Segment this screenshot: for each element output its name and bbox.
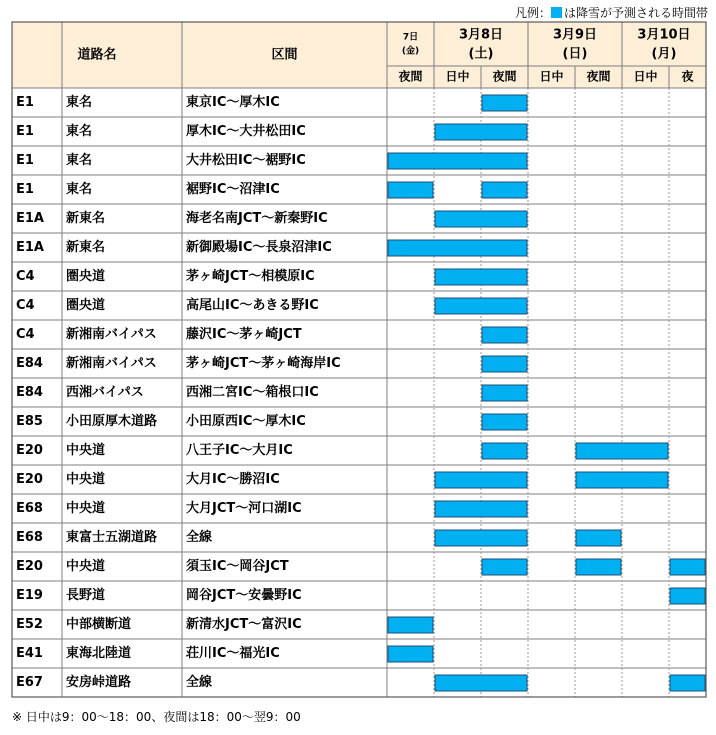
row-road: 安房峠道路 bbox=[66, 675, 132, 690]
row-code: E52 bbox=[16, 617, 43, 632]
row-code: E19 bbox=[16, 588, 43, 603]
slot-header-label: 夜間 bbox=[586, 69, 611, 84]
snow-bar bbox=[482, 182, 527, 198]
row-code: E85 bbox=[16, 414, 43, 429]
row-section: 全線 bbox=[186, 675, 213, 690]
row-section: 全線 bbox=[186, 530, 213, 545]
row-code: E20 bbox=[16, 443, 43, 458]
slot-header-label: 夜 bbox=[681, 69, 694, 84]
slot-header-label: 日中 bbox=[539, 69, 564, 84]
row-section: 海老名南JCT～新秦野IC bbox=[186, 211, 328, 226]
snow-bar bbox=[576, 472, 668, 488]
row-section: 厚木IC～大井松田IC bbox=[186, 124, 306, 139]
row-road: 長野道 bbox=[66, 588, 106, 603]
slot-header-label: 日中 bbox=[633, 69, 658, 84]
row-road: 中部横断道 bbox=[66, 617, 132, 632]
row-code: E20 bbox=[16, 472, 43, 487]
row-section: 藤沢IC～茅ヶ崎JCT bbox=[186, 327, 302, 342]
row-road: 東富士五湖道路 bbox=[66, 530, 158, 545]
snow-bar bbox=[435, 298, 527, 314]
row-code: E41 bbox=[16, 646, 43, 661]
snow-bar bbox=[482, 95, 527, 111]
row-code: E84 bbox=[16, 356, 43, 371]
snow-bar bbox=[670, 559, 705, 575]
row-section: 西湘二宮IC～箱根口IC bbox=[186, 385, 319, 400]
row-road: 新湘南バイパス bbox=[66, 356, 157, 371]
row-section: 新御殿場IC～長泉沼津IC bbox=[186, 240, 332, 255]
row-code: E84 bbox=[16, 385, 43, 400]
snow-bar bbox=[576, 443, 668, 459]
row-code: C4 bbox=[16, 298, 35, 313]
row-code: E67 bbox=[16, 675, 43, 690]
row-section: 小田原西IC～厚木IC bbox=[186, 414, 306, 429]
row-road: 中央道 bbox=[66, 472, 106, 487]
row-code: E68 bbox=[16, 501, 43, 516]
header-road-name: 道路名 bbox=[77, 47, 117, 63]
snow-bar bbox=[482, 356, 527, 372]
row-code: E1 bbox=[16, 182, 34, 197]
day-header-date: 3月8日 bbox=[458, 27, 504, 43]
row-road: 東名 bbox=[66, 124, 93, 139]
row-road: 小田原厚木道路 bbox=[66, 414, 158, 429]
legend-prefix: 凡例： bbox=[514, 5, 551, 20]
day-header-date: 7日 bbox=[402, 32, 419, 43]
snow-bar bbox=[670, 588, 705, 604]
snow-bar bbox=[482, 414, 527, 430]
snow-bar bbox=[435, 269, 527, 285]
day-header-date: 3月10日 bbox=[637, 27, 691, 43]
day-header-date: 3月9日 bbox=[552, 27, 598, 43]
snow-bar bbox=[576, 559, 621, 575]
day-header-weekday: (土) bbox=[468, 46, 494, 62]
row-road: 新東名 bbox=[66, 240, 106, 255]
row-section: 裾野IC～沼津IC bbox=[186, 182, 280, 197]
row-section: 八王子IC～大月IC bbox=[186, 443, 293, 458]
snow-bar bbox=[388, 617, 433, 633]
row-section: 茅ヶ崎JCT～相模原IC bbox=[186, 269, 315, 284]
row-code: E1 bbox=[16, 153, 34, 168]
row-road: 東海北陸道 bbox=[66, 646, 132, 661]
row-code: E1A bbox=[16, 211, 44, 226]
snow-bar bbox=[670, 675, 705, 691]
snow-bar bbox=[435, 211, 527, 227]
day-header-weekday: (日) bbox=[562, 46, 588, 62]
row-section: 茅ヶ崎JCT～茅ヶ崎海岸IC bbox=[186, 356, 341, 371]
snow-bar bbox=[388, 240, 527, 256]
row-road: 中央道 bbox=[66, 501, 106, 516]
day-header-weekday: (金) bbox=[401, 46, 420, 57]
slot-header-label: 夜間 bbox=[398, 69, 423, 84]
snow-bar bbox=[388, 182, 433, 198]
snow-bar bbox=[435, 472, 527, 488]
row-code: C4 bbox=[16, 327, 35, 342]
snow-bar bbox=[482, 559, 527, 575]
row-section: 大月IC～勝沼IC bbox=[186, 472, 280, 487]
snow-bar bbox=[482, 385, 527, 401]
row-code: E1 bbox=[16, 124, 34, 139]
slot-header-label: 日中 bbox=[445, 69, 470, 84]
day-header-weekday: (月) bbox=[651, 46, 677, 62]
row-code: E68 bbox=[16, 530, 43, 545]
row-section: 須玉IC～岡谷JCT bbox=[186, 559, 289, 574]
row-road: 新東名 bbox=[66, 211, 106, 226]
slot-header-label: 夜間 bbox=[492, 69, 517, 84]
row-road: 中央道 bbox=[66, 443, 106, 458]
row-section: 大月JCT～河口湖IC bbox=[186, 501, 302, 516]
row-road: 西湘バイパス bbox=[66, 385, 144, 400]
snow-bar bbox=[435, 501, 527, 517]
row-section: 東京IC～厚木IC bbox=[186, 95, 280, 110]
row-section: 岡谷JCT～安曇野IC bbox=[186, 588, 302, 603]
row-code: C4 bbox=[16, 269, 35, 284]
row-code: E20 bbox=[16, 559, 43, 574]
row-road: 中央道 bbox=[66, 559, 106, 574]
snow-bar bbox=[435, 530, 527, 546]
row-road: 圏央道 bbox=[66, 298, 106, 313]
footnote: ※ 日中は9：00～18：00、夜間は18：00～翌9：00 bbox=[12, 710, 301, 724]
snow-bar bbox=[576, 530, 621, 546]
row-section: 荘川IC～福光IC bbox=[186, 646, 280, 661]
row-code: E1 bbox=[16, 95, 34, 110]
snow-bar bbox=[482, 327, 527, 343]
snow-bar bbox=[435, 124, 527, 140]
snow-bar bbox=[435, 675, 527, 691]
row-road: 圏央道 bbox=[66, 269, 106, 284]
row-road: 東名 bbox=[66, 182, 93, 197]
row-section: 大井松田IC～裾野IC bbox=[186, 153, 306, 168]
snow-bar bbox=[482, 443, 527, 459]
legend-label: は降雪が予測される時間帯 bbox=[563, 5, 708, 20]
row-road: 東名 bbox=[66, 153, 93, 168]
row-road: 新湘南バイパス bbox=[66, 327, 157, 342]
snow-bar bbox=[388, 646, 433, 662]
row-section: 新清水JCT～富沢IC bbox=[186, 617, 302, 632]
row-road: 東名 bbox=[66, 95, 93, 110]
header-section: 区間 bbox=[271, 47, 298, 63]
row-code: E1A bbox=[16, 240, 44, 255]
snow-bar bbox=[388, 153, 527, 169]
row-section: 高尾山IC～あきる野IC bbox=[186, 298, 319, 313]
